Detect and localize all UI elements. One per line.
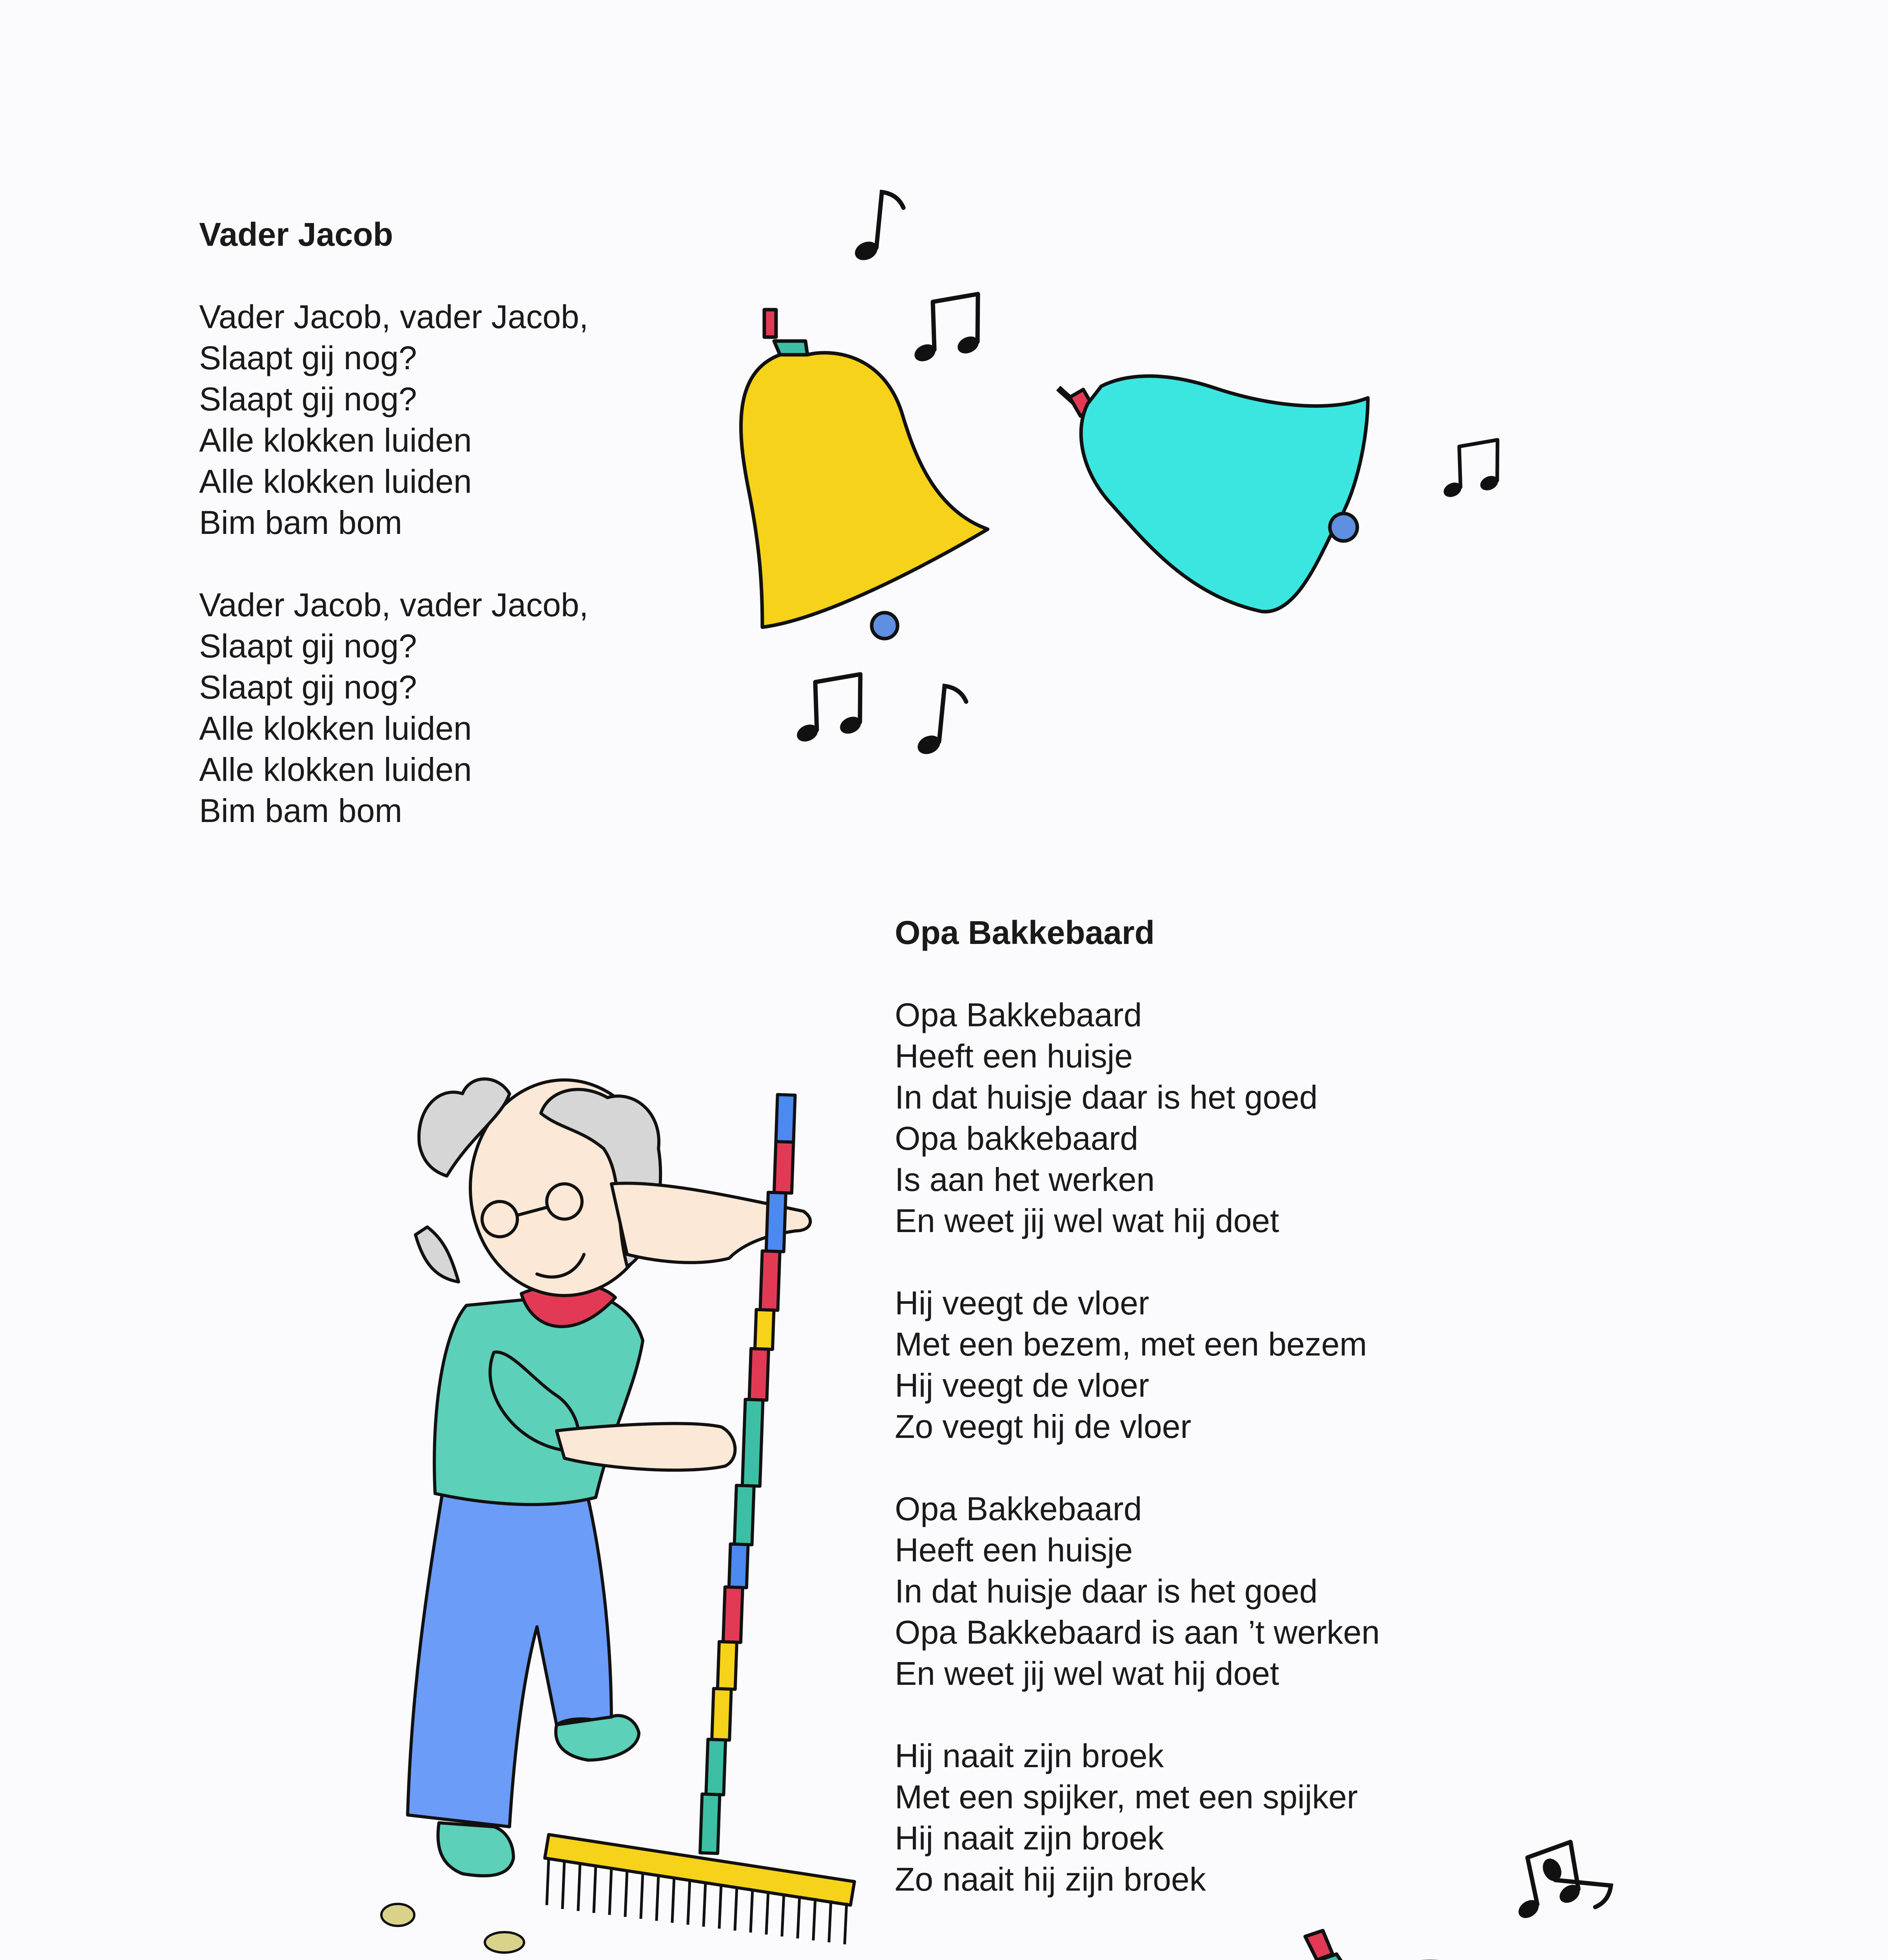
stanza bbox=[199, 296, 588, 543]
lyric-line: Heeft een huisje bbox=[895, 1532, 1133, 1568]
lyric-line: Is aan het werken bbox=[895, 1161, 1155, 1198]
song-title: Opa Bakkebaard bbox=[895, 914, 1155, 951]
stanza bbox=[199, 584, 588, 831]
lyric-line: Met een bezem, met een bezem bbox=[895, 1326, 1367, 1363]
stanza bbox=[895, 1488, 1380, 1694]
lyric-line: Hij naait zijn broek bbox=[895, 1737, 1164, 1774]
lyric-line: Opa Bakkebaard bbox=[895, 1490, 1142, 1527]
bell-icon bbox=[741, 310, 988, 639]
song-opa-bakkebaard bbox=[895, 912, 1380, 1941]
lyric-line: Met een spijker, met een spijker bbox=[895, 1779, 1358, 1815]
lyric-line: Zo veegt hij de vloer bbox=[895, 1408, 1192, 1445]
lyric-line: Vader Jacob, vader Jacob, bbox=[199, 298, 589, 335]
stanza bbox=[895, 1735, 1380, 1900]
lyric-line: Heeft een huisje bbox=[895, 1038, 1133, 1074]
lyric-line: Alle klokken luiden bbox=[199, 422, 472, 459]
stanza bbox=[895, 995, 1380, 1241]
lyric-line: Opa bakkebaard bbox=[895, 1120, 1139, 1157]
song-vader-jacob bbox=[199, 214, 588, 873]
lyric-line: Hij veegt de vloer bbox=[895, 1285, 1149, 1321]
lyric-line: Alle klokken luiden bbox=[199, 710, 472, 747]
song-title: Vader Jacob bbox=[199, 216, 393, 253]
broom-icon bbox=[545, 1093, 854, 1944]
lyric-line: Opa Bakkebaard is aan ’t werken bbox=[895, 1614, 1380, 1651]
lyric-line: Bim bam bom bbox=[199, 504, 403, 541]
lyric-line: Bim bam bom bbox=[199, 792, 403, 829]
lyric-line: Vader Jacob, vader Jacob, bbox=[199, 586, 589, 623]
lyric-line: En weet jij wel wat hij doet bbox=[895, 1202, 1279, 1239]
lyric-line: Alle klokken luiden bbox=[199, 751, 472, 788]
lyric-line: Hij veegt de vloer bbox=[895, 1367, 1149, 1404]
stanza bbox=[895, 1283, 1380, 1447]
lyric-line: En weet jij wel wat hij doet bbox=[895, 1655, 1279, 1692]
lyric-line: In dat huisje daar is het goed bbox=[895, 1079, 1318, 1116]
lyric-line: In dat huisje daar is het goed bbox=[895, 1573, 1318, 1610]
lyric-line: Slaapt gij nog? bbox=[199, 669, 417, 706]
grandpa-sweeping-illustration bbox=[408, 1079, 810, 1876]
crumbs bbox=[381, 1904, 823, 1960]
lyric-line: Slaapt gij nog? bbox=[199, 628, 417, 664]
lyric-line: Zo naait hij zijn broek bbox=[895, 1861, 1206, 1898]
lyric-line: Hij naait zijn broek bbox=[895, 1820, 1164, 1857]
lyric-line: Slaapt gij nog? bbox=[199, 339, 417, 376]
lyric-line: Alle klokken luiden bbox=[199, 463, 472, 500]
lyric-line: Slaapt gij nog? bbox=[199, 381, 417, 417]
bell-icon bbox=[1058, 376, 1368, 612]
lyric-line: Opa Bakkebaard bbox=[895, 996, 1142, 1033]
